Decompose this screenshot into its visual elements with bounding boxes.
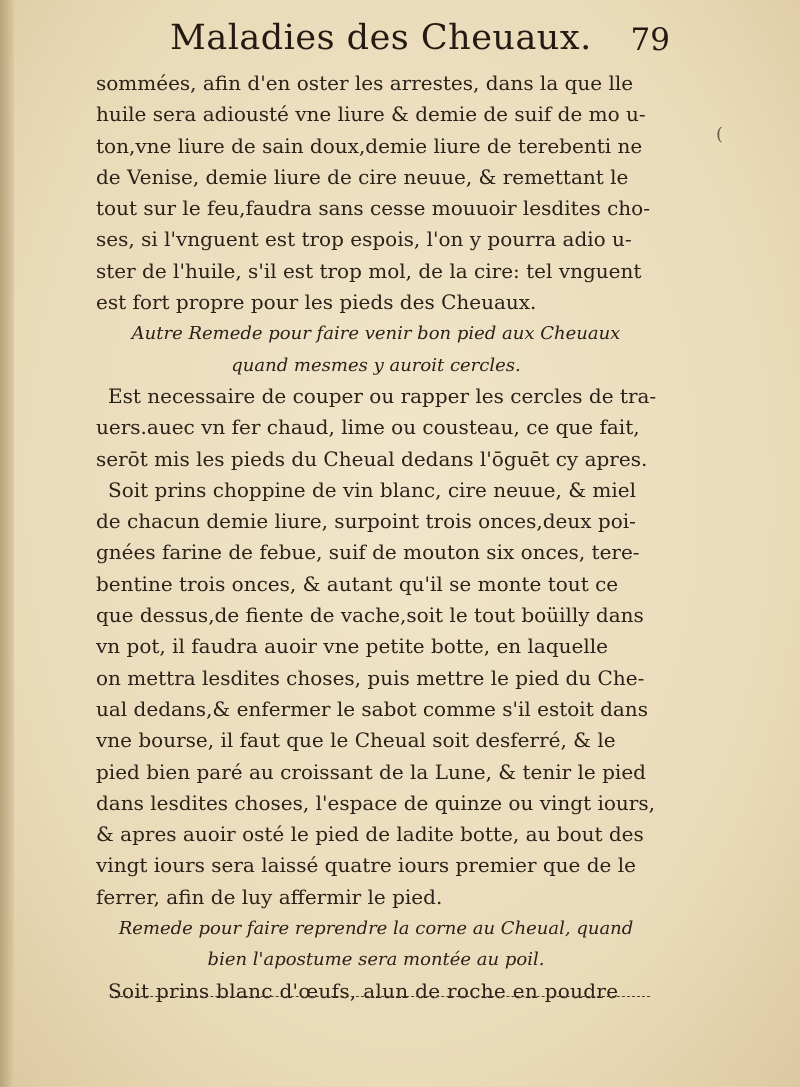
text-line: & apres auoir osté le pied de ladite botte, au bout des <box>96 822 644 847</box>
text-line: Soit prins choppine de vin blanc, cire neuue, & miel <box>108 477 636 502</box>
text-line: dans lesdites choses, l'espace de quinze ou vingt iours, <box>96 790 655 815</box>
binding-gutter <box>0 0 14 1087</box>
page-header <box>170 18 670 68</box>
text-line: de Venise, demie liure de cire neuue, & remettant le <box>96 164 629 189</box>
text-line: ses, si l'vnguent est trop espois, l'on y pourra adio u- <box>96 227 632 252</box>
text-line: bentine trois onces, & autant qu'il se monte tout ce <box>96 571 619 596</box>
text-line: serōt mis les pieds du Cheual dedans l'ōguēt cy apres. <box>96 446 648 471</box>
text-line: que dessus,de fiente de vache,soit le tout boüilly dans <box>96 603 644 628</box>
section-heading: quand mesmes y auroit cercles. <box>231 354 521 376</box>
text-line: tout sur le feu,faudra sans cesse mouuoir lesdites cho- <box>96 196 650 221</box>
text-line: Soit prins blanc d'œufs, alun de roche en poudre <box>108 978 619 1003</box>
running-head: Maladies des Cheuaux. <box>170 18 592 58</box>
page-number: 79 <box>630 22 670 58</box>
text-line: on mettra lesdites choses, puis mettre le pied du Che- <box>96 665 645 690</box>
section-heading: Autre Remede pour faire venir bon pied aux Cheuaux <box>131 323 621 345</box>
text-line: Est necessaire de couper ou rapper les cercles de tra- <box>108 383 657 408</box>
text-line: pied bien paré au croissant de la Lune, & tenir le pied <box>96 759 646 784</box>
text-line: gnées farine de febue, suif de mouton six onces, tere- <box>96 540 640 565</box>
text-line: de chacun demie liure, surpoint trois onces,deux poi- <box>96 509 636 534</box>
section-heading: Remede pour faire reprendre la corne au Cheual, quand <box>118 918 634 940</box>
body-text <box>96 68 656 1007</box>
text-line: vne bourse, il faut que le Cheual soit desferré, & le <box>96 728 616 753</box>
text-line: est fort propre pour les pieds des Cheuaux. <box>96 290 537 315</box>
section-heading: bien l'apostume sera montée au poil. <box>207 949 545 971</box>
text-line: vn pot, il faudra auoir vne petite botte, en laquelle <box>96 634 608 659</box>
underline-rule <box>110 996 650 997</box>
text-line: uers.auec vn fer chaud, lime ou cousteau, ce que fait, <box>96 415 640 440</box>
text-line: huile sera adiousté vne liure & demie de suif de mo u- <box>96 102 646 127</box>
text-line: vingt iours sera laissé quatre iours premier que de le <box>96 853 636 878</box>
text-line: ton,vne liure de sain doux,demie liure de terebenti ne <box>96 133 643 158</box>
text-line: ual dedans,& enfermer le sabot comme s'il estoit dans <box>96 696 648 721</box>
text-line: ferrer, afin de luy affermir le pied. <box>96 884 443 909</box>
margin-mark: ( <box>716 124 724 145</box>
text-line: ster de l'huile, s'il est trop mol, de la cire: tel vnguent <box>96 258 642 283</box>
text-line: sommées, afin d'en oster les arrestes, dans la que lle <box>96 71 634 95</box>
